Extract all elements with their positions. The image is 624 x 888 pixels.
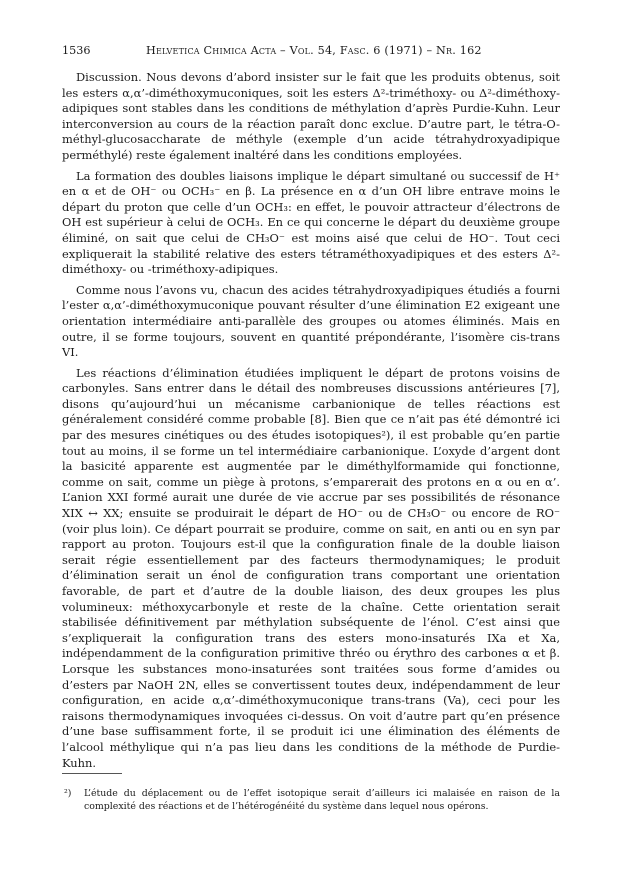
page-number: 1536 xyxy=(62,44,91,57)
paragraph-double-bonds: La formation des doubles liaisons implique le départ simultané ou successif de H⁺ en α et de OH⁻ ou OCH₃⁻ en β. La présence en α d’un OH libre entrave moins le départ du proton que celle d’un OCH₃: en effet, le pouvoir attracteur d’électrons de OH est supérieur à celui de OCH₃. En ce qui concerne le départ du deuxième groupe éliminé, on sait que celui de CH₃O⁻ est moins aisé que celui de HO⁻. Tout ceci expliquerait la stabilité relative des esters tétraméthoxyadipiques et des esters Δ²-diméthoxy- ou -triméthoxy-adipiques. xyxy=(62,168,560,277)
paragraph-carbanion-mechanism: Les réactions d’élimination étudiées impliquent le départ de protons voisins de carbonyles. Sans entrer dans le détail des nombreuses discussions antérieures [7], disons qu’aujourd’hui un mécanisme carbanionique de telles réactions est généralement considéré comme probable [8]. Bien que ce n’ait pas été démontré ici par des mesures cinétiques ou des études isotopiques²), il est probable qu’en partie tout au moins, il se forme un tel intermédiaire carbanionique. L’oxyde d’argent dont la basicité apparente est augmentée par le diméthylformamide qui fonctionne, comme on sait, comme un piège à protons, s’emparerait des protons en α ou en α’. L’anion XXI formé aurait une durée de vie accrue par ses possibilités de résonance XIX ↔ XX; ensuite se produirait le départ de HO⁻ ou de CH₃O⁻ ou encore de RO⁻ (voir plus loin). Ce départ pourrait se produire, comme on sait, en anti ou en syn par rapport au proton. Toujours est-il que la configuration finale de la double liaison serait régie essentiellement par des facteurs thermodynamiques; le produit d’élimination serait un énol de configuration trans comportant une orientation favorable, de part et d’autre de la double liaison, des deux groupes les plus volumineux: méthoxycarbonyle et reste de la chaîne. Cette orientation serait stabilisée définitivement par méthylation subséquente de l’énol. C’est ainsi que s’expliquerait la configuration trans des esters mono-insaturés IXa et Xa, indépendamment de la configuration primitive thréo ou érythro des carbones α et β. Lorsque les substances mono-insaturées sont traitées sous forme d’amides ou d’esters par NaOH 2N, elles se convertissent toutes deux, indépendamment de leur configuration, en acide α,α’-diméthoxymuconique trans-trans (Va), ceci pour les raisons thermodynamiques invoquées ci-dessus. On voit d’autre part qu’en présence d’une base suffisamment forte, il se produit ici une élimination des éléments de l’alcool méthylique qui n’a pas lieu dans les conditions de la méthode de Purdie-Kuhn. xyxy=(62,365,560,770)
article-body xyxy=(62,70,560,776)
journal-citation: Helvetica Chimica Acta – Vol. 54, Fasc. 6 (1971) – Nr. 162 xyxy=(146,44,482,57)
footnote xyxy=(62,787,560,813)
footnote-divider xyxy=(62,773,122,774)
paragraph-discussion: Discussion. Nous devons d’abord insister sur le fait que les produits obtenus, soit les esters α,α’-diméthoxymuconiques, soit les esters Δ²-triméthoxy- ou Δ²-diméthoxy-adipiques sont stables dans les conditions de méthylation d’après Purdie-Kuhn. Leur interconversion au cours de la réaction paraît donc exclue. D’autre part, le tétra-O-méthyl-glucosaccharate de méthyle (exemple d’un acide tétrahydroxyadipique perméthylé) reste également inaltéré dans les conditions employées. xyxy=(62,70,560,162)
paragraph-elimination-e2: Comme nous l’avons vu, chacun des acides tétrahydroxyadipiques étudiés a fourni l’ester α,α’-diméthoxymuconique pouvant résulter d’une élimination E2 exigeant une orientation intermédiaire anti-parallèle des groupes ou atomes éliminés. Mais en outre, il se forme toujours, souvent en quantité prépondérante, l’isomère cis-trans VI. xyxy=(62,282,560,360)
footnote-text: L’étude du déplacement ou de l’effet isotopique serait d’ailleurs ici malaisée en raison de la complexité des réactions et de l’hétérogénéité du système dans lequel nous opérons. xyxy=(84,788,560,812)
footnote-mark: ²) xyxy=(64,788,72,799)
